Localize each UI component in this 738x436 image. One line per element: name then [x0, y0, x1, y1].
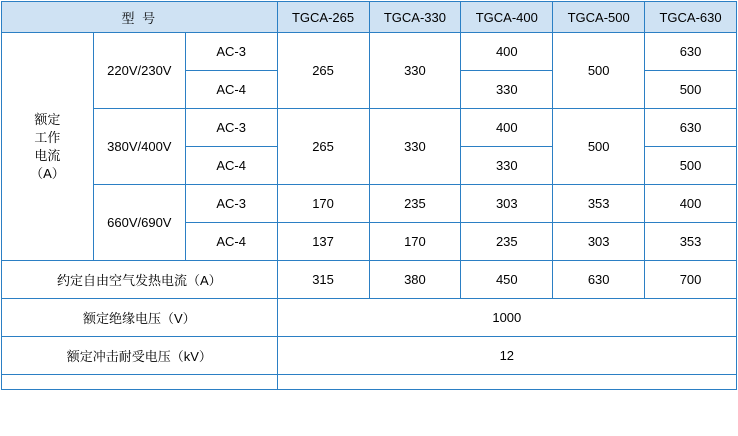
value-220-630-ac3: 630 [645, 33, 737, 71]
value-380-330: 330 [369, 109, 461, 185]
value-220-500: 500 [553, 33, 645, 109]
thermal-current-value-1: 315 [277, 261, 369, 299]
bottom-right-cell [277, 375, 736, 390]
duty-ac4-660: AC-4 [185, 223, 277, 261]
header-model-label: 型 号 [2, 2, 278, 33]
bottom-left-cell [2, 375, 278, 390]
rated-current-label-line-4: （A） [30, 165, 65, 181]
voltage-group-660: 660V/690V [93, 185, 185, 261]
value-660-ac3-1: 170 [277, 185, 369, 223]
value-220-330: 330 [369, 33, 461, 109]
duty-ac4-380: AC-4 [185, 147, 277, 185]
value-660-ac4-5: 353 [645, 223, 737, 261]
value-660-ac3-4: 353 [553, 185, 645, 223]
duty-ac3-220: AC-3 [185, 33, 277, 71]
value-380-400-ac4: 330 [461, 147, 553, 185]
value-220-630-ac4: 500 [645, 71, 737, 109]
rated-current-label-line-2: 工作 [34, 129, 61, 145]
thermal-current-value-5: 700 [645, 261, 737, 299]
specification-table [1, 1, 737, 390]
value-220-400-ac4: 330 [461, 71, 553, 109]
value-380-400-ac3: 400 [461, 109, 553, 147]
thermal-current-value-2: 380 [369, 261, 461, 299]
value-660-ac3-5: 400 [645, 185, 737, 223]
insulation-voltage-label: 额定绝缘电压（V） [2, 299, 278, 337]
duty-ac3-380: AC-3 [185, 109, 277, 147]
voltage-group-380: 380V/400V [93, 109, 185, 185]
table-bottom-partial-row [2, 375, 737, 390]
voltage-group-220: 220V/230V [93, 33, 185, 109]
header-model-2: TGCA-330 [369, 2, 461, 33]
table-row [2, 185, 737, 223]
value-380-630-ac4: 500 [645, 147, 737, 185]
impulse-voltage-label: 额定冲击耐受电压（kV） [2, 337, 278, 375]
value-660-ac4-2: 170 [369, 223, 461, 261]
value-660-ac3-2: 235 [369, 185, 461, 223]
table-row [2, 337, 737, 375]
value-220-265: 265 [277, 33, 369, 109]
thermal-current-value-4: 630 [553, 261, 645, 299]
table-header-row [2, 2, 737, 33]
impulse-voltage-value: 12 [277, 337, 736, 375]
duty-ac4-220: AC-4 [185, 71, 277, 109]
value-660-ac4-4: 303 [553, 223, 645, 261]
header-model-3: TGCA-400 [461, 2, 553, 33]
table-row [2, 299, 737, 337]
table-row [2, 33, 737, 71]
duty-ac3-660: AC-3 [185, 185, 277, 223]
value-660-ac3-3: 303 [461, 185, 553, 223]
rated-current-label [2, 33, 94, 261]
header-model-4: TGCA-500 [553, 2, 645, 33]
insulation-voltage-value: 1000 [277, 299, 736, 337]
table-row [2, 261, 737, 299]
value-220-400-ac3: 400 [461, 33, 553, 71]
thermal-current-value-3: 450 [461, 261, 553, 299]
value-380-500: 500 [553, 109, 645, 185]
rated-current-label-line-3: 电流 [34, 147, 61, 163]
value-380-265: 265 [277, 109, 369, 185]
rated-current-label-line-1: 额定 [34, 111, 61, 127]
table-row [2, 109, 737, 147]
value-660-ac4-1: 137 [277, 223, 369, 261]
thermal-current-label: 约定自由空气发热电流（A） [2, 261, 278, 299]
header-model-1: TGCA-265 [277, 2, 369, 33]
header-model-5: TGCA-630 [645, 2, 737, 33]
value-660-ac4-3: 235 [461, 223, 553, 261]
value-380-630-ac3: 630 [645, 109, 737, 147]
